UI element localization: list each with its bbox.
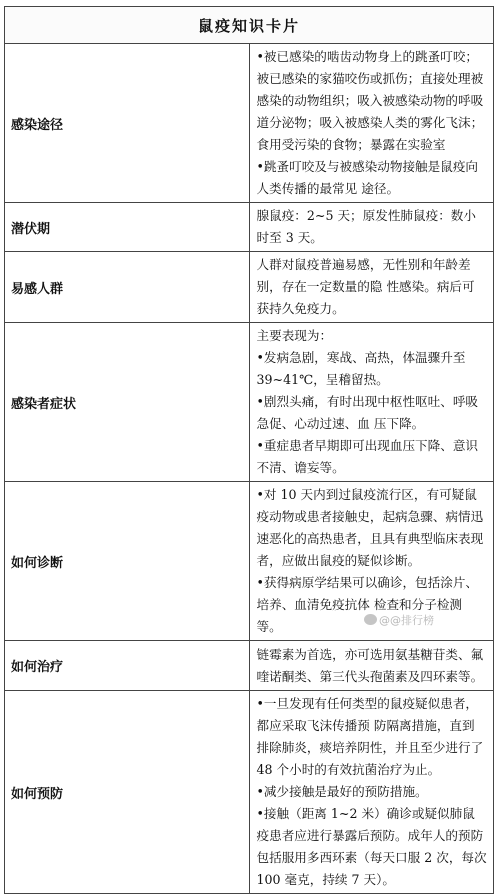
watermark-text: @@排行榜 [379,614,434,627]
content-line: •一旦发现有任何类型的鼠疫疑似患者，都应采取飞沫传播预 防隔离措施，直到排除肺炎，痰培养阴性，并且至少进行了 48 个小时的有效抗菌治疗为止。 [256,696,484,777]
row-content [249,203,494,252]
content-line: •接触（距离 1~2 米）确诊或疑似肺鼠疫患者应进行暴露后预防。成年人的预防包括服用多西环素（每天口服 2 次，每次100 毫克，持续 7 天）。 [256,806,487,887]
content-line: •对 10 天内到过鼠疫流行区，有可疑鼠疫动物或患者接触史，起病急骤、病情迅速恶化的高热患者，且具有典型临床表现者，应做出鼠疫的疑似诊断。 [256,487,484,568]
content-line: •被已感染的啮齿动物身上的跳蚤叮咬；被已感染的家猫咬伤或抓伤；直接处理被感染的动物组织；吸入被感染动物的呼吸道分泌物；吸入被感染人类的雾化飞沫；食用受污染的食物；暴露在实验室 [256,49,484,152]
content-line: •重症患者早期即可出现血压下降、意识不清、谵妄等。 [256,438,479,475]
content-line: 主要表现为： [256,328,333,343]
row-content [249,691,494,894]
row-label: 如何预防 [5,691,250,894]
knowledge-table [4,6,494,894]
content-line: 人群对鼠疫普遍易感，无性别和年龄差别，存在一定数量的隐 性感染。病后可获持久免疫力。 [256,257,475,316]
row-susceptible [5,252,494,323]
content-line: 链霉素为首选，亦可选用氨基糖苷类、氟喹诺酮类、第三代头孢菌素及四环素等。 [256,646,484,684]
weibo-logo-icon [364,614,377,625]
row-label: 易感人群 [5,252,250,323]
row-content [249,252,494,323]
row-label: 潜伏期 [5,203,250,252]
content-line: •获得病原学结果可以确诊，包括涂片、培养、血清免疫抗体 检查和分子检测等。 [256,575,479,634]
row-prevention [5,691,494,894]
row-content [249,323,494,482]
row-label: 感染者症状 [5,323,250,482]
row-content [249,641,494,691]
row-label: 如何治疗 [5,641,250,691]
card-title: 鼠疫知识卡片 [5,7,494,44]
row-symptoms [5,323,494,482]
content-line: 腺鼠疫：2~5 天；原发性肺鼠疫：数小时至 3 天。 [256,208,476,245]
watermark [364,612,434,628]
knowledge-card [4,6,494,887]
row-label: 感染途径 [5,44,250,203]
content-line: •减少接触是最好的预防措施。 [256,784,428,799]
content-line: •发病急剧，寒战、高热，体温骤升至 39~41℃，呈稽留热。 [256,350,466,387]
row-content [249,44,494,203]
content-line: •跳蚤叮咬及与被感染动物接触是鼠疫向人类传播的最常见 途径。 [256,159,479,196]
row-infection-route [5,44,494,203]
row-treatment [5,641,494,691]
row-label: 如何诊断 [5,482,250,641]
content-line: •剧烈头痛，有时出现中枢性呕吐、呼吸急促、心动过速、血 压下降。 [256,394,479,431]
row-incubation [5,203,494,252]
